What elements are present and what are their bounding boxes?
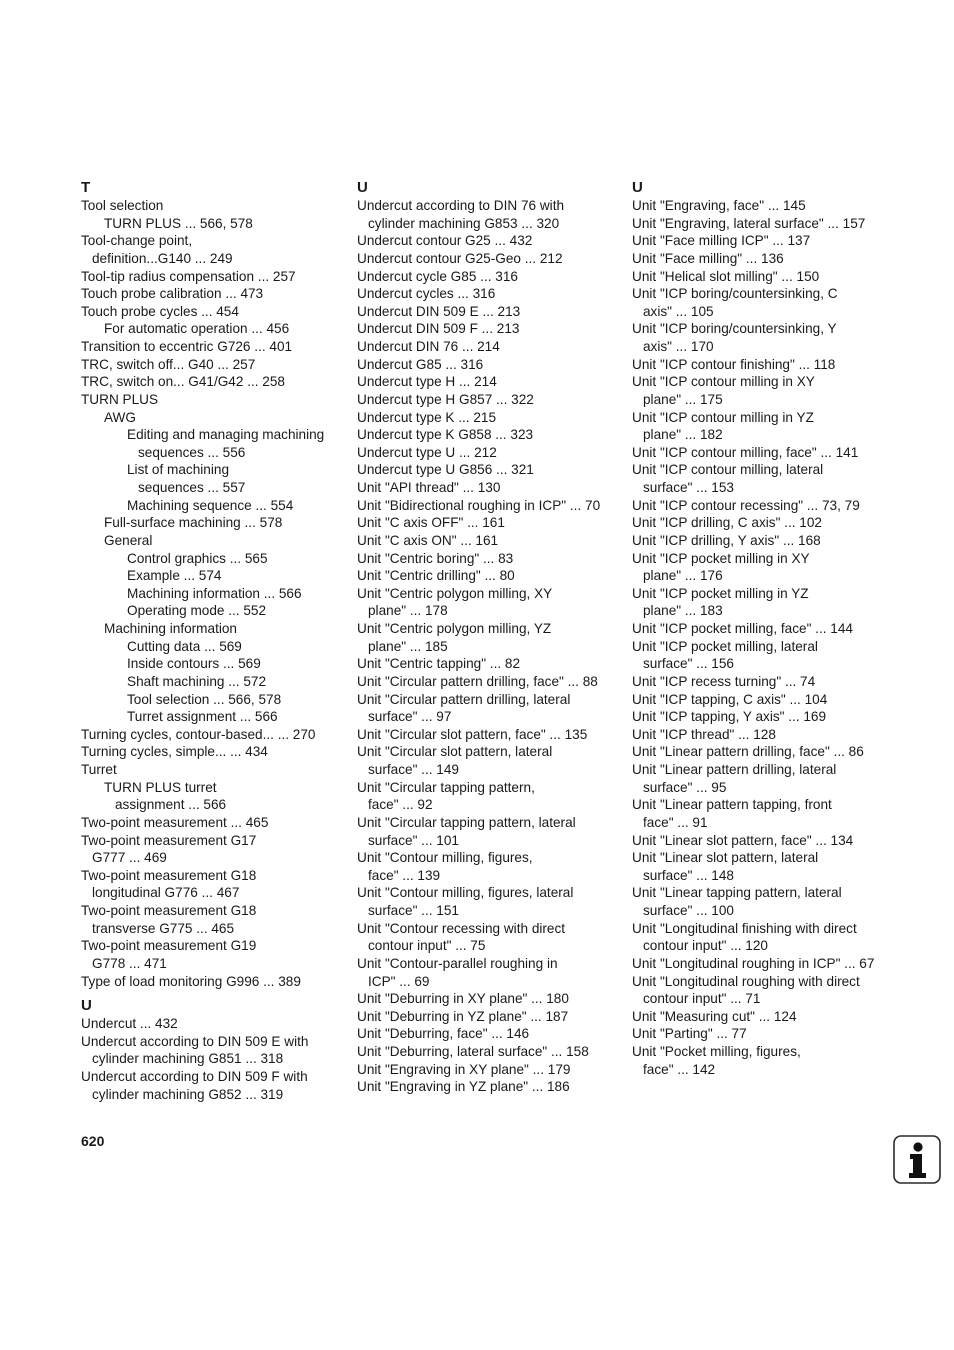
index-entry (357, 1025, 619, 1043)
index-entry (81, 461, 343, 496)
index-entry (632, 514, 894, 532)
index-entry-text: Unit "Deburring, face" ... 146 (357, 1026, 530, 1042)
index-entry-text: Unit "API thread" ... 130 (357, 480, 501, 495)
index-entry-text: Unit "Deburring in XY plane" ... 180 (357, 991, 569, 1007)
index-entry (632, 1008, 894, 1026)
index-entry-continuation: surface" ... 100 (643, 903, 734, 918)
index-entry-text: Unit "Contour-parallel roughing in (357, 955, 558, 971)
index-entry-text: Unit "ICP pocket milling in XY (632, 550, 810, 566)
index-entry (357, 884, 619, 919)
index-entry (81, 285, 343, 303)
index-entry-continuation: ICP" ... 69 (368, 973, 430, 989)
index-entry-text: Unit "ICP contour milling, lateral (632, 462, 824, 478)
index-entry (632, 726, 894, 744)
index-entry-text: Machining information (104, 621, 237, 636)
index-entry (81, 532, 343, 550)
index-entry-text: Undercut contour G25 ... 432 (357, 233, 533, 249)
index-entry (632, 444, 894, 462)
index-entry-text: Turning cycles, simple... ... 434 (81, 744, 268, 760)
index-entry-text: Unit "Centric boring" ... 83 (357, 550, 514, 566)
index-entry-text: Unit "ICP boring/countersinking, Y (632, 321, 837, 337)
index-entry (357, 532, 619, 550)
index-entry-text: Undercut according to DIN 509 F with (81, 1069, 308, 1084)
index-entry-text: Undercut DIN 509 E ... 213 (357, 303, 521, 319)
index-entry-text: Shaft machining ... 572 (127, 673, 267, 689)
index-entry-text: Turret (81, 762, 117, 777)
index-entry (632, 691, 894, 709)
index-entry-text: Unit "ICP boring/countersinking, C (632, 286, 838, 302)
index-entry-text: Unit "Deburring in YZ plane" ... 187 (357, 1008, 569, 1024)
index-entry-continuation: cylinder machining G852 ... 319 (92, 1086, 284, 1102)
index-entry (81, 673, 343, 691)
index-entry-text: Unit "Circular tapping pattern, lateral (357, 814, 576, 830)
index-entry (357, 268, 619, 286)
index-entry-text: Undercut type K ... 215 (357, 409, 497, 425)
index-entry (81, 567, 343, 585)
index-entry-text: Unit "ICP tapping, C axis" ... 104 (632, 691, 828, 707)
index-entry-continuation: contour input" ... 120 (643, 938, 768, 954)
index-entry (81, 426, 343, 461)
index-entry-continuation: surface" ... 95 (643, 779, 727, 795)
index-entry-text: Undercut type U G856 ... 321 (357, 462, 534, 478)
index-entry (357, 497, 619, 515)
index-entry (357, 1043, 619, 1061)
index-entry-text: Unit "Contour milling, figures, (357, 850, 533, 866)
index-entry (357, 356, 619, 374)
index-entry-continuation: axis" ... 170 (643, 339, 714, 354)
index-entry-text: Two-point measurement G18 (81, 867, 257, 883)
index-entry-text: Two-point measurement ... 465 (81, 814, 269, 830)
index-entry-text: TRC, switch on... G41/G42 ... 258 (81, 374, 285, 390)
index-entry (357, 1061, 619, 1079)
index-entry-text: Tool-change point, (81, 233, 193, 249)
index-entry-text: Unit "Bidirectional roughing in ICP" ... 70 (357, 497, 601, 513)
index-entry (357, 726, 619, 744)
index-entry-text: Unit "Engraving, lateral surface" ... 157 (632, 215, 866, 231)
index-entry (81, 602, 343, 620)
index-entry (357, 955, 619, 990)
index-entry-continuation: assignment ... 566 (115, 797, 227, 813)
index-entry-text: Unit "Circular pattern drilling, face" ... 88 (357, 673, 598, 689)
index-entry-text: Undercut type H G857 ... 322 (357, 391, 534, 407)
index-entry (81, 832, 343, 867)
index-entry-continuation: surface" ... 151 (368, 903, 459, 918)
index-entry-text: Unit "ICP drilling, C axis" ... 102 (632, 515, 822, 531)
index-entry-text: Unit "Circular slot pattern, face" ... 135 (357, 726, 588, 742)
index-entry-text: Two-point measurement G18 (81, 903, 257, 918)
index-entry (357, 391, 619, 409)
index-entry (81, 373, 343, 391)
index-entry-continuation: face" ... 142 (643, 1061, 716, 1077)
index-entry-continuation: plane" ... 182 (643, 427, 723, 443)
index-entry-text: Unit "Longitudinal finishing with direct (632, 920, 857, 936)
index-entry-continuation: definition...G140 ... 249 (92, 250, 233, 266)
index-entry-text: Unit "ICP contour milling in XY (632, 374, 815, 390)
index-entry-text: Unit "Deburring, lateral surface" ... 158 (357, 1044, 589, 1059)
index-entry-text: Unit "ICP contour milling, face" ... 141 (632, 444, 859, 460)
index-entry (81, 391, 343, 409)
index-entry (81, 356, 343, 374)
index-entry (81, 320, 343, 338)
index-entry (357, 673, 619, 691)
index-entry (357, 1008, 619, 1026)
index-entry (632, 708, 894, 726)
index-entry-continuation: plane" ... 185 (368, 638, 448, 654)
index-entry-text: Undercut type H ... 214 (357, 374, 497, 390)
index-entry-text: Cutting data ... 569 (127, 638, 242, 654)
index-entry-text: Control graphics ... 565 (127, 550, 268, 566)
index-entry-text: Unit "Measuring cut" ... 124 (632, 1008, 797, 1024)
index-entry-text: Two-point measurement G19 (81, 938, 257, 954)
index-entry (357, 849, 619, 884)
index-entry-text: Unit "Linear tapping pattern, lateral (632, 885, 842, 901)
index-entry-text: Undercut cycle G85 ... 316 (357, 268, 518, 284)
index-entry (357, 743, 619, 778)
index-entry-continuation: surface" ... 153 (643, 480, 734, 495)
index-entry-text: Editing and managing machining (127, 427, 325, 443)
index-entry (632, 743, 894, 761)
index-letter-heading: U (632, 179, 643, 196)
index-entry-text: Undercut G85 ... 316 (357, 356, 484, 372)
index-entry-continuation: cylinder machining G851 ... 318 (92, 1051, 284, 1067)
index-entry-continuation: transverse G775 ... 465 (92, 920, 235, 936)
index-entry (632, 285, 894, 320)
index-entry (357, 373, 619, 391)
index-entry (357, 691, 619, 726)
index-entry-text: Unit "Linear slot pattern, lateral (632, 850, 819, 866)
index-entry-text: Unit "ICP pocket milling in YZ (632, 585, 809, 601)
index-entry (632, 761, 894, 796)
index-entry-text: Operating mode ... 552 (127, 603, 267, 619)
index-entry-continuation: sequences ... 556 (138, 444, 246, 460)
index-entry (357, 444, 619, 462)
index-entry-continuation: contour input" ... 75 (368, 938, 486, 954)
index-entry (357, 461, 619, 479)
index-entry (632, 973, 894, 1008)
index-entry (357, 779, 619, 814)
index-entry-text: Undercut type U ... 212 (357, 444, 497, 460)
index-entry (81, 761, 343, 779)
index-entry-text: Type of load monitoring G996 ... 389 (81, 973, 301, 989)
index-entry (632, 497, 894, 515)
index-entry-text: Unit "Circular slot pattern, lateral (357, 744, 553, 760)
index-entry-continuation: surface" ... 149 (368, 762, 459, 777)
index-entry-continuation: sequences ... 557 (138, 480, 246, 495)
index-entry (357, 567, 619, 585)
index-entry-continuation: contour input" ... 71 (643, 991, 761, 1007)
index-entry-continuation: longitudinal G776 ... 467 (92, 885, 240, 901)
index-entry-text: Unit "ICP contour finishing" ... 118 (632, 356, 836, 372)
index-entry-text: Unit "Longitudinal roughing with direct (632, 973, 860, 989)
index-entry-text: Unit "Linear pattern tapping, front (632, 797, 832, 813)
index-entry-text: Full-surface machining ... 578 (104, 515, 283, 531)
index-entry-text: Unit "Pocket milling, figures, (632, 1044, 801, 1059)
index-entry (632, 215, 894, 233)
index-entry (81, 620, 343, 638)
index-letter-heading: U (357, 179, 368, 196)
index-entry (632, 320, 894, 355)
index-entry (357, 655, 619, 673)
index-entry (632, 884, 894, 919)
index-entry (81, 708, 343, 726)
index-entry-text: AWG (104, 409, 136, 425)
index-entry-text: Unit "C axis OFF" ... 161 (357, 515, 505, 531)
index-entry (632, 832, 894, 850)
index-entry-text: Unit "Centric polygon milling, YZ (357, 621, 552, 636)
index-entry (81, 409, 343, 427)
index-entry-continuation: surface" ... 97 (368, 709, 452, 725)
index-letter-heading: U (81, 997, 92, 1015)
index-entry (357, 338, 619, 356)
index-entry (632, 673, 894, 691)
index-entry-text: Unit "ICP pocket milling, lateral (632, 638, 818, 654)
index-entry-text: Undercut cycles ... 316 (357, 286, 496, 302)
index-entry-text: Unit "Circular tapping pattern, (357, 779, 535, 795)
index-entry (81, 215, 343, 233)
index-entry (632, 532, 894, 550)
index-entry-continuation: plane" ... 176 (643, 568, 723, 584)
index-entry (81, 550, 343, 568)
index-entry (632, 955, 894, 973)
index-entry-text: Undercut DIN 76 ... 214 (357, 339, 500, 354)
index-entry-text: Unit "ICP thread" ... 128 (632, 726, 776, 742)
index-entry-text: Machining information ... 566 (127, 585, 302, 601)
index-entry (81, 1015, 343, 1033)
index-entry-text: Unit "Longitudinal roughing in ICP" ... 67 (632, 955, 875, 971)
index-entry (357, 426, 619, 444)
page-number: 620 (81, 1133, 105, 1149)
index-entry (357, 250, 619, 268)
index-entry-text: Unit "Engraving in XY plane" ... 179 (357, 1061, 571, 1077)
index-entry-continuation: face" ... 139 (368, 867, 441, 883)
index-entry-text: Undercut type K G858 ... 323 (357, 427, 534, 443)
index-entry-text: Tool selection (81, 198, 164, 213)
index-entry (632, 197, 894, 215)
index-entry (81, 268, 343, 286)
index-entry-text: Unit "Parting" ... 77 (632, 1026, 747, 1042)
index-entry (632, 232, 894, 250)
index-entry (81, 743, 343, 761)
index-entry-text: Tool selection ... 566, 578 (127, 691, 282, 707)
index-entry-continuation: axis" ... 105 (643, 303, 714, 319)
index-entry-continuation: surface" ... 156 (643, 656, 734, 672)
index-entry (357, 197, 619, 232)
index-entry (632, 1025, 894, 1043)
index-entry-text: Two-point measurement G17 (81, 832, 257, 848)
index-entry-text: TRC, switch off... G40 ... 257 (81, 356, 256, 372)
index-entry-text: Undercut according to DIN 509 E with (81, 1033, 309, 1049)
index-entry-text: Inside contours ... 569 (127, 656, 261, 672)
index-entry (81, 937, 343, 972)
index-entry-text: Unit "ICP recess turning" ... 74 (632, 673, 816, 689)
index-entry (357, 620, 619, 655)
index-entry (357, 550, 619, 568)
index-entry (357, 285, 619, 303)
index-column-1 (81, 178, 343, 1103)
index-entry-text: Tool-tip radius compensation ... 257 (81, 268, 296, 284)
index-entry-text: Unit "ICP pocket milling, face" ... 144 (632, 621, 853, 636)
index-entry (632, 1043, 894, 1078)
index-entry-continuation: surface" ... 148 (643, 867, 734, 883)
index-entry (357, 814, 619, 849)
index-entry-text: Undercut contour G25-Geo ... 212 (357, 250, 563, 266)
index-entry-text: Unit "Linear pattern drilling, lateral (632, 762, 837, 777)
index-entry (81, 638, 343, 656)
index-entry (632, 356, 894, 374)
index-entry (632, 796, 894, 831)
index-entry-text: Unit "ICP contour recessing" ... 73, 79 (632, 497, 860, 513)
index-entry (632, 268, 894, 286)
index-entry-text: Unit "Contour milling, figures, lateral (357, 885, 574, 901)
index-entry-continuation: face" ... 92 (368, 797, 433, 813)
index-entry-text: Touch probe cycles ... 454 (81, 303, 239, 319)
index-entry-text: Unit "Contour recessing with direct (357, 920, 566, 936)
index-entry-continuation: plane" ... 178 (368, 603, 448, 619)
index-entry (81, 303, 343, 321)
index-entry-text: TURN PLUS ... 566, 578 (104, 215, 253, 231)
index-entry (81, 232, 343, 267)
index-entry-text: TURN PLUS turret (104, 779, 217, 795)
index-entry-text: Unit "Face milling" ... 136 (632, 250, 784, 266)
index-column-3 (632, 178, 894, 1078)
index-entry (632, 250, 894, 268)
index-entry-continuation: plane" ... 183 (643, 603, 723, 619)
index-entry-text: List of machining (127, 462, 230, 478)
index-entry (357, 990, 619, 1008)
index-entry-text: Unit "C axis ON" ... 161 (357, 532, 499, 548)
index-entry-text: Unit "Centric polygon milling, XY (357, 585, 553, 601)
index-entry (357, 303, 619, 321)
index-entry-text: Machining sequence ... 554 (127, 497, 294, 513)
index-entry (357, 409, 619, 427)
index-entry (632, 920, 894, 955)
index-entry (81, 867, 343, 902)
index-entry (81, 197, 343, 215)
index-entry (81, 514, 343, 532)
index-entry (81, 497, 343, 515)
index-entry-text: Unit "ICP drilling, Y axis" ... 168 (632, 532, 821, 548)
index-entry (357, 920, 619, 955)
index-column-2 (357, 178, 619, 1096)
index-entry (81, 779, 343, 814)
index-entry (81, 726, 343, 744)
index-entry-text: General (104, 532, 153, 548)
index-entry (632, 550, 894, 585)
index-entry-continuation: G778 ... 471 (92, 955, 167, 971)
index-entry (632, 585, 894, 620)
index-entry (81, 691, 343, 709)
index-entry (81, 1033, 343, 1068)
index-entry-continuation: cylinder machining G853 ... 320 (368, 215, 560, 231)
index-entry-text: Unit "ICP contour milling in YZ (632, 409, 814, 425)
index-entry (357, 514, 619, 532)
index-entry-continuation: plane" ... 175 (643, 391, 723, 407)
index-entry (632, 461, 894, 496)
index-entry (357, 479, 619, 497)
index-entry-continuation: G777 ... 469 (92, 850, 167, 866)
index-entry-text: Undercut according to DIN 76 with (357, 198, 565, 213)
index-entry-text: Unit "ICP tapping, Y axis" ... 169 (632, 709, 827, 725)
index-entry-text: Touch probe calibration ... 473 (81, 286, 264, 302)
index-entry (81, 655, 343, 673)
index-entry-text: Unit "Circular pattern drilling, lateral (357, 691, 571, 707)
index-entry-text: Unit "Linear slot pattern, face" ... 134 (632, 832, 854, 848)
index-entry (81, 902, 343, 937)
index-entry-text: For automatic operation ... 456 (104, 321, 290, 337)
index-entry-text: Example ... 574 (127, 568, 222, 584)
index-entry (81, 814, 343, 832)
index-entry-text: Unit "Engraving in YZ plane" ... 186 (357, 1079, 570, 1095)
index-entry-continuation: face" ... 91 (643, 814, 708, 830)
index-entry (357, 1078, 619, 1096)
index-entry-text: Unit "Engraving, face" ... 145 (632, 198, 806, 213)
index-letter-heading: T (81, 179, 91, 196)
index-entry (357, 585, 619, 620)
index-entry-text: Unit "Face milling ICP" ... 137 (632, 233, 811, 249)
index-entry-text: Unit "Helical slot milling" ... 150 (632, 268, 820, 284)
index-entry (632, 409, 894, 444)
index-entry (81, 585, 343, 603)
index-entry (632, 638, 894, 673)
index-entry (357, 320, 619, 338)
info-icon[interactable] (893, 1135, 941, 1184)
index-entry (81, 1068, 343, 1103)
index-entry (632, 373, 894, 408)
index-entry-text: Turret assignment ... 566 (127, 709, 278, 725)
index-entry-text: Unit "Centric drilling" ... 80 (357, 568, 515, 584)
index-entry-text: Unit "Linear pattern drilling, face" ... 86 (632, 744, 864, 760)
index-entry-text: Turning cycles, contour-based... ... 270 (81, 726, 316, 742)
index-entry-continuation: surface" ... 101 (368, 832, 459, 848)
index-entry (81, 338, 343, 356)
index-entry-text: Unit "Centric tapping" ... 82 (357, 656, 521, 672)
index-entry (632, 620, 894, 638)
index-entry (632, 849, 894, 884)
index-entry-text: Transition to eccentric G726 ... 401 (81, 339, 293, 354)
index-entry-text: TURN PLUS (81, 391, 159, 407)
index-entry (81, 973, 343, 991)
index-entry-text: Undercut DIN 509 F ... 213 (357, 321, 520, 337)
index-entry-text: Undercut ... 432 (81, 1016, 178, 1032)
index-entry (357, 232, 619, 250)
